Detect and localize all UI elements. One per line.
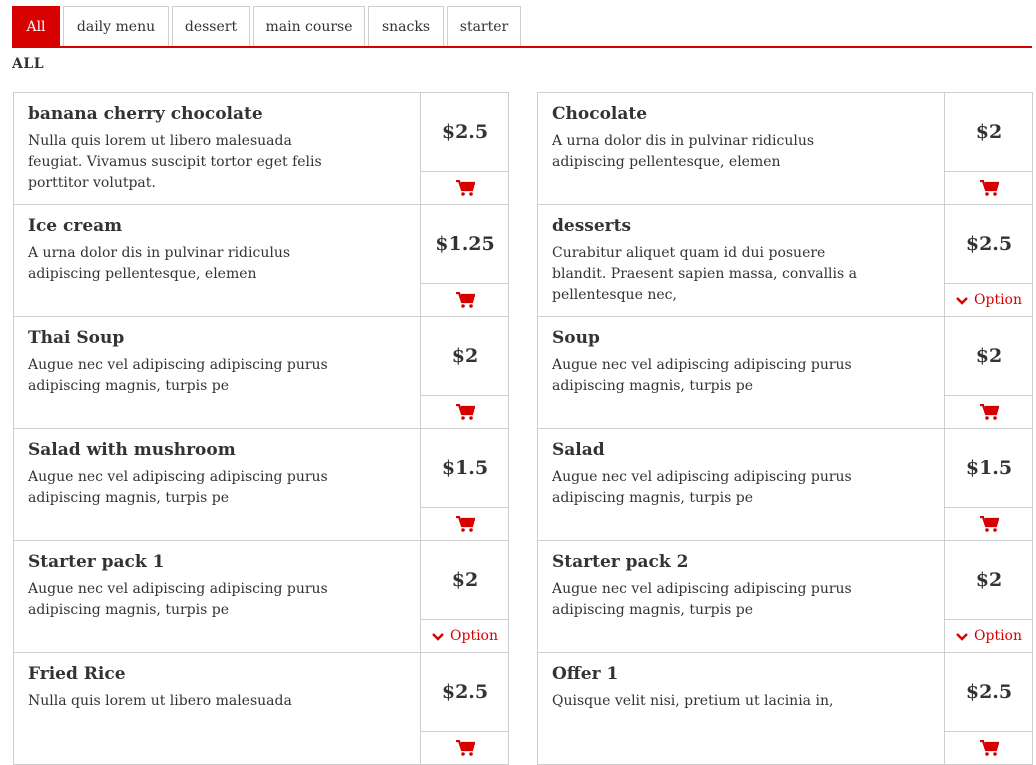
menu-item-card bbox=[13, 204, 509, 317]
item-info bbox=[14, 541, 420, 652]
item-info bbox=[538, 317, 944, 428]
tab-all[interactable]: All bbox=[12, 6, 60, 46]
item-price: $2 bbox=[975, 121, 1003, 143]
option-label: Option bbox=[974, 628, 1022, 644]
price-column bbox=[420, 93, 508, 204]
price-column bbox=[420, 653, 508, 764]
tab-main-course[interactable]: main course bbox=[253, 6, 365, 46]
option-button[interactable] bbox=[945, 283, 1033, 316]
chevron-down-icon bbox=[432, 632, 444, 641]
item-description: Curabitur aliquet quam id dui posuere blandit. Praesent sapien massa, convallis a pellentesque nec, bbox=[552, 245, 857, 303]
item-info bbox=[14, 429, 420, 540]
item-name: Thai Soup bbox=[28, 328, 125, 348]
item-price: $1.5 bbox=[441, 457, 489, 479]
item-name: Chocolate bbox=[552, 104, 648, 124]
add-to-cart-button[interactable] bbox=[421, 507, 509, 540]
price-column bbox=[420, 541, 508, 652]
item-name: Starter pack 1 bbox=[28, 552, 165, 572]
item-price: $2.5 bbox=[441, 121, 489, 143]
tab-starter[interactable]: starter bbox=[447, 6, 521, 46]
tab-daily-menu[interactable]: daily menu bbox=[63, 6, 169, 46]
item-info bbox=[14, 317, 420, 428]
cart-icon bbox=[456, 180, 475, 196]
item-description: A urna dolor dis in pulvinar ridiculus adipiscing pellentesque, elemen bbox=[28, 245, 291, 282]
menu-item-card bbox=[13, 540, 509, 653]
item-description: A urna dolor dis in pulvinar ridiculus adipiscing pellentesque, elemen bbox=[552, 133, 815, 170]
item-price: $2 bbox=[451, 569, 479, 591]
price-column bbox=[944, 429, 1032, 540]
item-price: $2 bbox=[975, 345, 1003, 367]
menu-item-card bbox=[13, 428, 509, 541]
menu-item-card bbox=[537, 92, 1033, 205]
cart-icon bbox=[980, 516, 999, 532]
add-to-cart-button[interactable] bbox=[945, 731, 1033, 764]
menu-item-card bbox=[537, 428, 1033, 541]
item-name: Salad with mushroom bbox=[28, 440, 236, 460]
item-info bbox=[538, 653, 944, 764]
menu-item-card bbox=[13, 652, 509, 765]
option-label: Option bbox=[450, 628, 498, 644]
price-column bbox=[944, 317, 1032, 428]
add-to-cart-button[interactable] bbox=[421, 283, 509, 316]
price-column bbox=[944, 205, 1032, 316]
item-price: $2.5 bbox=[965, 681, 1013, 703]
item-price: $1.25 bbox=[435, 233, 495, 255]
item-description: Augue nec vel adipiscing adipiscing purus adipiscing magnis, turpis pe bbox=[552, 357, 852, 394]
menu-item-card bbox=[537, 652, 1033, 765]
price-column bbox=[420, 317, 508, 428]
cart-icon bbox=[980, 740, 999, 756]
category-tabs bbox=[12, 6, 1032, 48]
cart-icon bbox=[456, 292, 475, 308]
cart-icon bbox=[456, 740, 475, 756]
tab-dessert[interactable]: dessert bbox=[172, 6, 250, 46]
item-info bbox=[14, 205, 420, 316]
item-name: desserts bbox=[552, 216, 632, 236]
add-to-cart-button[interactable] bbox=[945, 171, 1033, 204]
item-info bbox=[14, 653, 420, 764]
cart-icon bbox=[980, 404, 999, 420]
menu-item-card bbox=[13, 92, 509, 205]
item-info bbox=[538, 541, 944, 652]
cart-icon bbox=[980, 180, 999, 196]
option-button[interactable] bbox=[421, 619, 509, 652]
item-price: $1.5 bbox=[965, 457, 1013, 479]
add-to-cart-button[interactable] bbox=[421, 171, 509, 204]
chevron-down-icon bbox=[956, 296, 968, 305]
option-label: Option bbox=[974, 292, 1022, 308]
item-name: Fried Rice bbox=[28, 664, 126, 684]
item-description: Augue nec vel adipiscing adipiscing purus adipiscing magnis, turpis pe bbox=[552, 469, 852, 506]
item-price: $2.5 bbox=[965, 233, 1013, 255]
add-to-cart-button[interactable] bbox=[421, 395, 509, 428]
item-name: Starter pack 2 bbox=[552, 552, 689, 572]
item-name: Soup bbox=[552, 328, 600, 348]
chevron-down-icon bbox=[956, 632, 968, 641]
add-to-cart-button[interactable] bbox=[421, 731, 509, 764]
item-description: Augue nec vel adipiscing adipiscing purus adipiscing magnis, turpis pe bbox=[28, 469, 328, 506]
price-column bbox=[944, 541, 1032, 652]
item-info bbox=[538, 205, 944, 316]
menu-item-card bbox=[537, 540, 1033, 653]
item-price: $2 bbox=[451, 345, 479, 367]
menu-item-card bbox=[13, 316, 509, 429]
item-description: Quisque velit nisi, pretium ut lacinia in, bbox=[552, 693, 834, 709]
section-title: ALL bbox=[12, 56, 45, 72]
item-name: Salad bbox=[552, 440, 605, 460]
item-info bbox=[538, 93, 944, 204]
item-description: Nulla quis lorem ut libero malesuada feugiat. Vivamus suscipit tortor eget felis porttitor volutpat. bbox=[28, 133, 322, 191]
cart-icon bbox=[456, 404, 475, 420]
add-to-cart-button[interactable] bbox=[945, 395, 1033, 428]
item-price: $2.5 bbox=[441, 681, 489, 703]
item-name: Ice cream bbox=[28, 216, 123, 236]
tab-snacks[interactable]: snacks bbox=[368, 6, 444, 46]
item-description: Augue nec vel adipiscing adipiscing purus adipiscing magnis, turpis pe bbox=[552, 581, 852, 618]
price-column bbox=[420, 205, 508, 316]
menu-item-card bbox=[537, 204, 1033, 317]
item-description: Augue nec vel adipiscing adipiscing purus adipiscing magnis, turpis pe bbox=[28, 357, 328, 394]
item-info bbox=[538, 429, 944, 540]
price-column bbox=[944, 653, 1032, 764]
item-name: Offer 1 bbox=[552, 664, 619, 684]
price-column bbox=[944, 93, 1032, 204]
item-description: Nulla quis lorem ut libero malesuada bbox=[28, 693, 292, 709]
option-button[interactable] bbox=[945, 619, 1033, 652]
item-name: banana cherry chocolate bbox=[28, 104, 263, 124]
item-info bbox=[14, 93, 420, 204]
menu-item-card bbox=[537, 316, 1033, 429]
add-to-cart-button[interactable] bbox=[945, 507, 1033, 540]
item-price: $2 bbox=[975, 569, 1003, 591]
price-column bbox=[420, 429, 508, 540]
cart-icon bbox=[456, 516, 475, 532]
item-description: Augue nec vel adipiscing adipiscing purus adipiscing magnis, turpis pe bbox=[28, 581, 328, 618]
